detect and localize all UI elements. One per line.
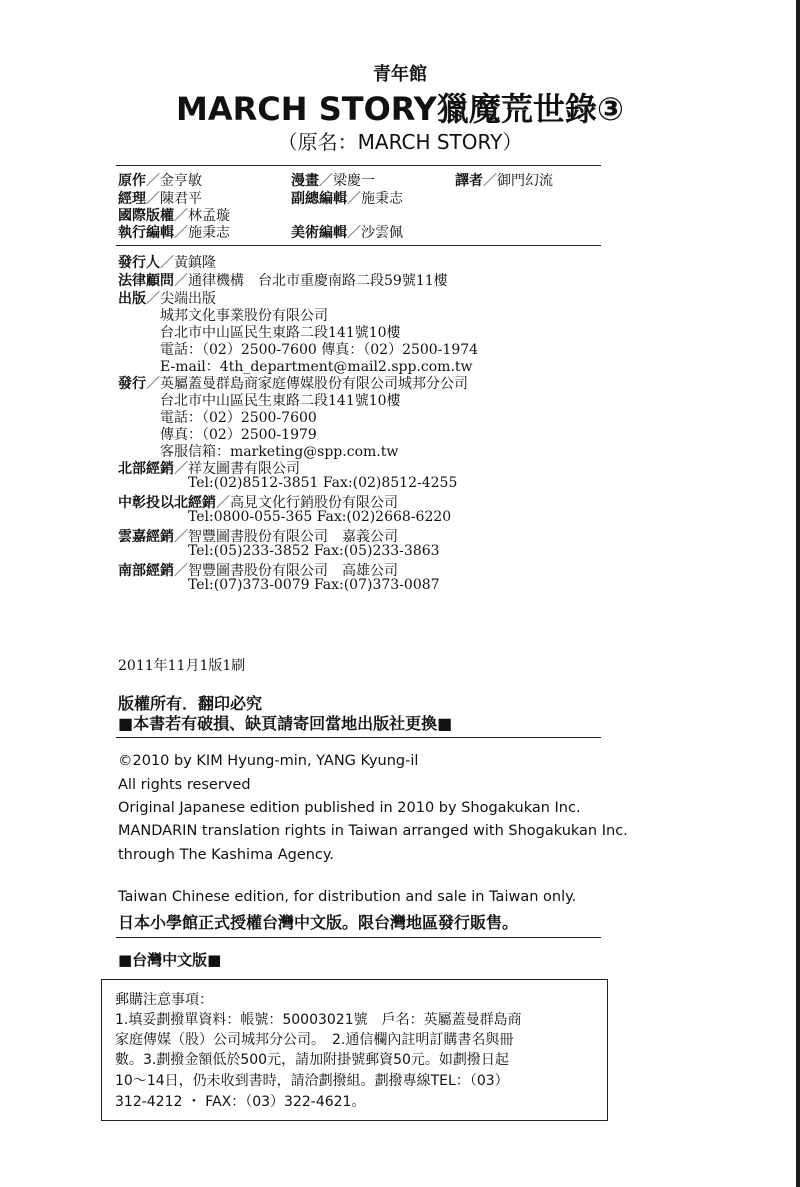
- central-distributor-contact: Tel:0800-055-365 Fax:(02)2668-6220: [188, 509, 452, 525]
- publisher-email: E-mail：4th_department@mail2.spp.com.tw: [160, 359, 473, 375]
- credit-international-rights: 國際版權／林孟璇: [118, 208, 230, 224]
- publisher-company: 城邦文化事業股份有限公司: [160, 308, 328, 324]
- scan-edge: [796, 0, 800, 1187]
- south-distributor-contact: Tel:(07)373-0079 Fax:(07)373-0087: [188, 577, 440, 593]
- credit-translator: 譯者／御門幻流: [455, 173, 553, 189]
- damaged-book-notice: ■本書若有破損、缺頁請寄回當地出版社更換■: [118, 714, 453, 733]
- all-rights-line: All rights reserved: [118, 777, 251, 793]
- mail-order-title: 郵購注意事項：: [115, 992, 213, 1008]
- distributor-phone: 電話：（02）2500-7600: [160, 410, 317, 426]
- agency-line: through The Kashima Agency.: [118, 847, 335, 863]
- credit-artist: 漫畫／梁慶一: [291, 173, 375, 189]
- credit-deputy-editor: 副總編輯／施秉志: [291, 191, 403, 207]
- mail-order-box: [101, 979, 608, 1121]
- central-distributor-line: 中彰投以北經銷／高見文化行銷股份有限公司: [118, 495, 398, 511]
- mail-order-line: 10～14日，仍未收到書時，請洽劃撥組。劃撥專線TEL：（03）: [115, 1073, 509, 1089]
- rights-reserved: 版權所有．翻印必究: [118, 694, 263, 713]
- credit-art-editor: 美術編輯／沙雲佩: [291, 225, 403, 241]
- edition-line: 2011年11月1版1刷: [118, 658, 246, 674]
- mail-order-line: 家庭傳媒（股）公司城邦分公司。 2.通信欄內註明訂購書名與冊: [115, 1032, 514, 1048]
- copyright-line: ©2010 by KIM Hyung-min, YANG Kyung-il: [118, 753, 419, 769]
- distributor-line: 發行／英屬蓋曼群島商家庭傳媒股份有限公司城邦分公司: [118, 376, 468, 392]
- translation-rights-line: MANDARIN translation rights in Taiwan arranged with Shogakukan Inc.: [118, 823, 628, 839]
- publisher-address: 台北市中山區民生東路二段141號10樓: [160, 325, 401, 341]
- credit-executive-editor: 執行編輯／施秉志: [118, 225, 230, 241]
- credit-original-author: 原作／金亨敏: [118, 173, 202, 189]
- issuer-line: 發行人／黃鎮隆: [118, 255, 216, 271]
- south-distributor-line: 南部經銷／智豐圖書股份有限公司 高雄公司: [118, 563, 398, 579]
- divider-credits: [116, 245, 601, 246]
- chiayi-distributor-contact: Tel:(05)233-3852 Fax:(05)233-3863: [188, 543, 440, 559]
- mail-order-line: 1.填妥劃撥單資料：帳號：50003021號 戶名：英屬蓋曼群島商: [115, 1012, 522, 1028]
- imprint-label: 青年館: [373, 64, 427, 85]
- divider-rights: [116, 737, 601, 738]
- legal-counsel-line: 法律顧問／通律機構 台北市重慶南路二段59號11樓: [118, 273, 448, 289]
- original-edition-line: Original Japanese edition published in 2010 by Shogakukan Inc.: [118, 800, 581, 816]
- divider-top: [116, 165, 601, 166]
- credit-manager: 經理／陳君平: [118, 191, 202, 207]
- original-title: （原名：MARCH STORY）: [277, 130, 523, 154]
- north-distributor-contact: Tel:(02)8512-3851 Fax:(02)8512-4255: [188, 475, 458, 491]
- taiwan-edition-zh: 日本小學館正式授權台灣中文版。限台灣地區發行販售。: [118, 913, 519, 932]
- divider-taiwan: [116, 937, 601, 938]
- distributor-address: 台北市中山區民生東路二段141號10樓: [160, 393, 401, 409]
- version-tag: ■台灣中文版■: [118, 951, 222, 969]
- mail-order-line: 312-4212 ・ FAX：（03）322-4621。: [115, 1094, 366, 1110]
- taiwan-edition-en: Taiwan Chinese edition, for distribution and sale in Taiwan only.: [118, 889, 577, 905]
- distributor-fax: 傳真：（02）2500-1979: [160, 427, 317, 443]
- publisher-line: 出版／尖端出版: [118, 291, 216, 307]
- chiayi-distributor-line: 雲嘉經銷／智豐圖書股份有限公司 嘉義公司: [118, 529, 398, 545]
- publisher-phone-fax: 電話：（02）2500-7600 傳真：（02）2500-1974: [160, 342, 479, 358]
- north-distributor-line: 北部經銷／祥友圖書有限公司: [118, 461, 300, 477]
- mail-order-line: 數。3.劃撥金額低於500元，請加附掛號郵資50元。如劃撥日起: [115, 1052, 509, 1068]
- distributor-email: 客服信箱：marketing@spp.com.tw: [160, 444, 399, 460]
- book-title: MARCH STORY獵魔荒世錄③: [176, 90, 624, 128]
